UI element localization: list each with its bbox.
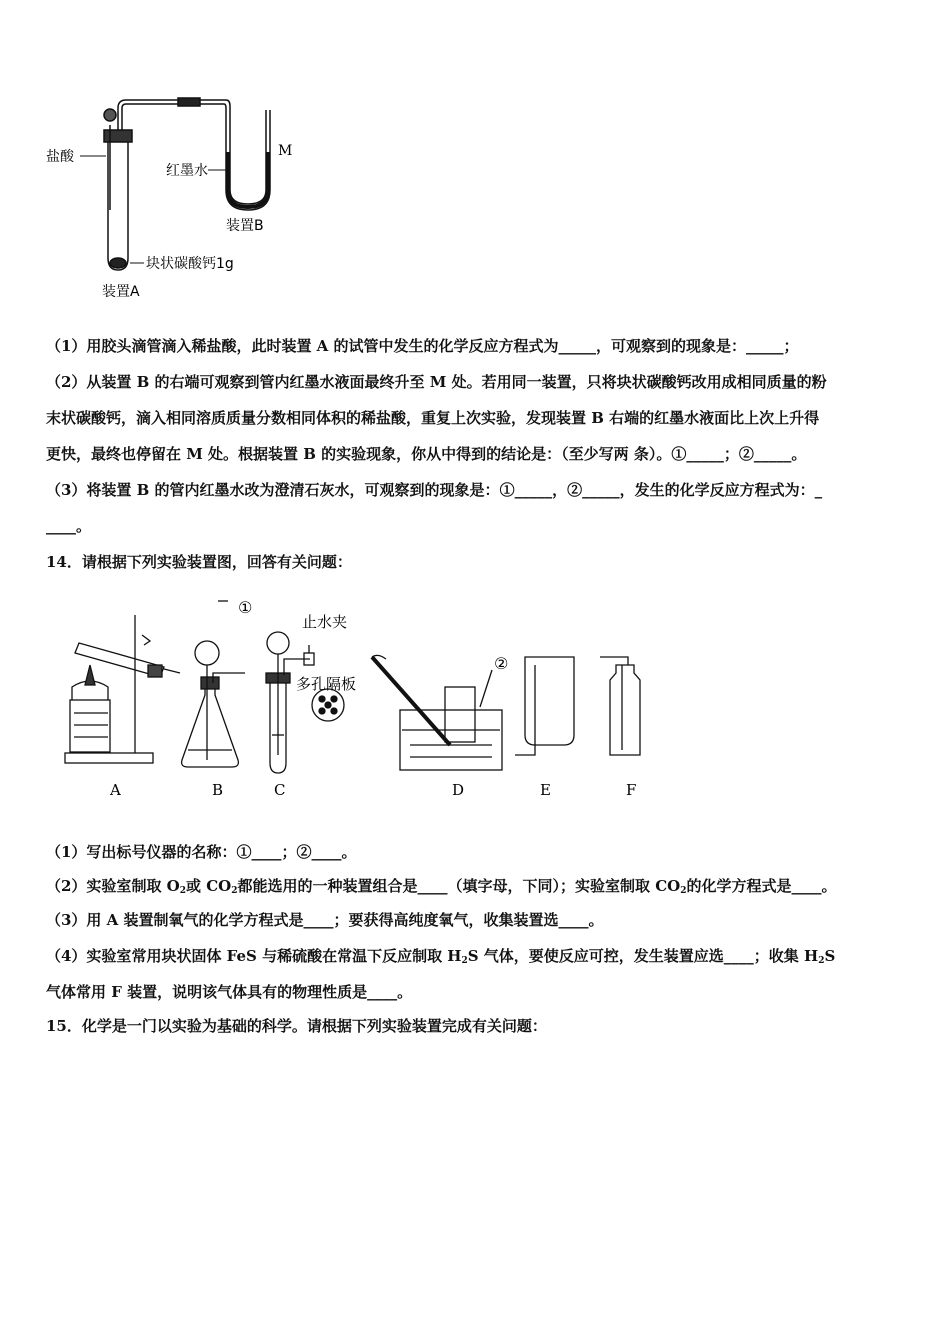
q14-p2-seg-b: 或 CO xyxy=(186,877,232,895)
apparatus-figure-1 xyxy=(40,90,320,310)
label-device-a: 装置A xyxy=(102,284,140,300)
device-a xyxy=(65,615,180,763)
q14-p2-sub-3: 2 xyxy=(680,886,687,896)
q13-part-2 xyxy=(46,364,916,472)
q14-p2-seg-d: 的化学方程式是____。 xyxy=(686,877,837,895)
u-tube-b xyxy=(226,110,270,210)
q14-part-4 xyxy=(46,938,916,1010)
q14-part-1 xyxy=(46,834,916,870)
q14-p2-seg-a: （2）实验室制取 O xyxy=(46,877,180,895)
label-b: B xyxy=(212,781,224,799)
q14-p4-line2: 气体常用 F 装置，说明该气体具有的物理性质是____。 xyxy=(46,983,413,1001)
q13-p3-line2: ____。 xyxy=(46,517,92,535)
q13-p1: （1）用胶头滴管滴入稀盐酸，此时装置 A 的试管中发生的化学反应方程式为_____，可观察到的现象是：_____； xyxy=(46,337,799,355)
q14-p4-seg-c: S xyxy=(824,947,836,965)
q14-p4-sub-2: 2 xyxy=(818,956,825,966)
q14-p4-seg-a: （4）实验室常用块状固体 FeS 与稀硫酸在常温下反应制取 H xyxy=(46,947,462,965)
q14-p1: （1）写出标号仪器的名称：①____；②____。 xyxy=(46,843,357,861)
q13-p2-line2: 末状碳酸钙，滴入相同溶质质量分数相同体积的稀盐酸，重复上次实验，发现装置 B 右端的红墨水液面比上次上升得 xyxy=(46,409,820,427)
device-b xyxy=(182,601,245,767)
q14-p4-seg-b: S 气体，要使反应可控，发生装置应选____；收集 H xyxy=(467,947,819,965)
q14-p2 xyxy=(46,868,916,904)
q13-p2-line1: （2）从装置 B 的右端可观察到管内红墨水液面最终升至 M 处。若用同一装置，只将块状碳酸钙改用成相同质量的粉 xyxy=(46,373,827,391)
q14-part-3 xyxy=(46,902,916,938)
q13-part-3 xyxy=(46,472,916,544)
label-f: F xyxy=(626,781,637,799)
q14-p2-sub-1: 2 xyxy=(179,886,186,896)
label-c: C xyxy=(274,781,286,799)
device-f xyxy=(600,657,640,755)
q14-p2-sub-2: 2 xyxy=(231,886,238,896)
device-c xyxy=(266,632,344,773)
label-d: D xyxy=(452,781,465,799)
label-m: M xyxy=(278,143,293,159)
label-e: E xyxy=(540,781,551,799)
test-tube-a xyxy=(104,98,230,270)
label-device-b: 装置B xyxy=(226,218,264,234)
label-red-ink: 红墨水 xyxy=(166,163,208,179)
q14-title-text: 14．请根据下列实验装置图，回答有关问题： xyxy=(46,553,352,571)
device-e xyxy=(515,657,574,755)
q14-p3: （3）用 A 装置制氧气的化学方程式是____；要获得高纯度氧气，收集装置选____。 xyxy=(46,911,604,929)
q14-title xyxy=(46,544,916,580)
label-a: A xyxy=(110,781,121,799)
device-d xyxy=(372,655,502,770)
q14-p4-line1 xyxy=(46,938,916,974)
label-circle-1: ① xyxy=(238,598,253,617)
label-stop-clamp: 止水夹 xyxy=(302,613,348,631)
q13-p2-line3: 更快，最终也停留在 M 处。根据装置 B 的实验现象，你从中得到的结论是：（至少写两 条）。①_____；②_____。 xyxy=(46,445,807,463)
apparatus-figure-2 xyxy=(60,595,680,805)
q13-p3-line1: （3）将装置 B 的管内红墨水改为澄清石灰水，可观察到的现象是：①_____，②_____，发生的化学反应方程式为：_ xyxy=(46,481,823,499)
label-circle-2: ② xyxy=(494,654,509,673)
label-caco3: 块状碳酸钙1g xyxy=(146,256,234,272)
q13-part-1 xyxy=(46,328,916,364)
q15-title-text: 15．化学是一门以实验为基础的科学。请根据下列实验装置完成有关问题： xyxy=(46,1017,547,1035)
label-hcl: 盐酸 xyxy=(46,149,74,165)
q14-p4-sub-1: 2 xyxy=(461,956,468,966)
q14-part-2 xyxy=(46,868,916,904)
label-porous-plate: 多孔隔板 xyxy=(296,675,357,693)
q15-title xyxy=(46,1008,916,1044)
q14-p2-seg-c: 都能选用的一种装置组合是____（填字母，下同）；实验室制取 CO xyxy=(237,877,681,895)
